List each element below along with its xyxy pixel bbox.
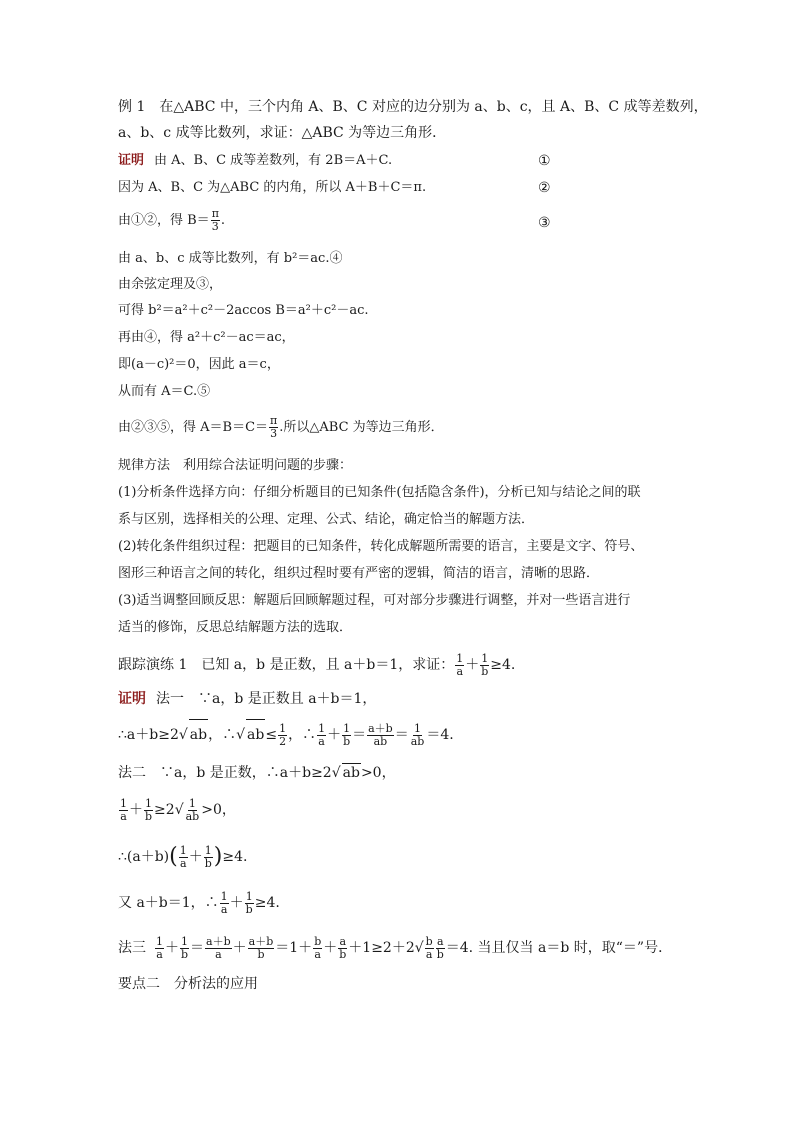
proof-line-6: 可得 b²＝a²＋c²－2accos B＝a²＋c²－ac. [118,303,369,318]
proof-label: 证明 [118,153,145,168]
proof-line-4: 由 a、b、c 成等比数列，有 b²＝ac.④ [118,251,343,266]
fraction-b-a: $\frac{b}{a}$ [314,934,322,961]
proof-line-2: 因为 A、B、C 为△ABC 的内角，所以 A＋B＋C＝π. [118,180,427,195]
sqrt-icon: √ [331,765,341,781]
method-p2a: (2)转化条件组织过程：把题目的已知条件，转化成解题所需要的语言，主要是文字、符号、 [118,539,644,554]
solution-label: 证明 [118,691,146,707]
sqrt-icon: √ [236,727,246,743]
method-p1b: 系与区别，选择相关的公理、定理、公式、结论，确定恰当的解题方法． [118,512,535,527]
proof-line-10: 由②③⑤，得 A＝B＝C＝ $\frac{\pi}{3}$ .所以△ABC 为等边三角形． [118,414,444,440]
marker-3: ③ [538,215,551,231]
fraction-sum-over-b: $\frac{a+b}{b}$ [248,934,274,961]
fraction-sum-over-ab: $\frac{a+b}{ab}$ [368,721,393,748]
method-p1a: (1)分析条件选择方向：仔细分析题目的已知条件(包括隐含条件)，分析已知与结论之间的联 [118,485,641,500]
fraction-1-b: $\frac{1}{b}$ [181,934,189,961]
fraction-pi-3: $\frac{\pi}{3}$ [270,414,278,440]
fraction-sum-over-a: $\frac{a+b}{a}$ [206,934,231,961]
fraction-1-a: $\frac{1}{a}$ [318,721,326,748]
fraction-1-b: $\frac{1}{b}$ [145,796,153,823]
example-line-2: a、b、c 成等比数列，求证：△ABC 为等边三角形． [118,125,447,141]
fraction-1-a: $\frac{1}{a}$ [179,843,187,870]
fraction-1-a: $\frac{1}{a}$ [156,934,163,961]
method-p3a: (3)适当调整回顾反思：解题后回顾解题过程，可对部分步骤进行调整，并对一些语言进行 [118,593,631,608]
solution-method-2-head: 法二 ∵a，b 是正数，∴a＋b≥2√ ab>0， [118,765,396,781]
solution-line-1: 证明 法一 ∵a，b 是正数且 a＋b＝1， [118,691,377,707]
fraction-1-a: $\frac{1}{a}$ [220,889,228,916]
fraction-1-2: $\frac{1}{2}$ [279,721,287,748]
fraction-1-ab: $\frac{1}{ab}$ [185,796,200,823]
fraction-1-a: $\frac{1}{a}$ [120,796,127,823]
section-title: 要点二 分析法的应用 [118,976,258,992]
fraction-1-ab: $\frac{1}{ab}$ [410,721,425,748]
proof-line-9: 从而有 A＝C.⑤ [118,384,211,399]
method-p3b: 适当的修饰，反思总结解题方法的选取． [118,620,353,635]
practice-statement: 跟踪演练 1 已知 a，b 是正数，且 a＋b＝1，求证： $\frac{1}{a}$ ＋ $\frac{1}{b}$ ≥4. [118,651,516,678]
fraction-1-b: $\frac{1}{b}$ [343,721,351,748]
proof-text-3: 由①②，得 B＝ [118,213,210,228]
fraction-pi-3: $\frac{\pi}{3}$ [211,207,219,233]
fraction-b-a: $\frac{b}{a}$ [425,934,433,961]
sqrt-icon: √ [178,727,188,743]
marker-1: ① [538,153,551,169]
marker-2: ② [538,180,551,196]
sqrt-icon: √ [414,940,424,956]
solution-method-2-line-4: 又 a＋b＝1，∴ $\frac{1}{a}$ ＋ $\frac{1}{b}$ ≥4. [118,889,280,916]
solution-method-3: 法三 $\frac{1}{a}$ ＋ $\frac{1}{b}$ ＝ $\frac{a+b}{a}$ ＋ $\frac{a+b}{b}$ ＝1＋ $\frac{b}{a}$ ＋ $\frac{a}{b}$ ＋1≥2＋2√ $\frac{b}{a}$ $\frac{a}{b}$ ＝4. 当且仅当 a＝b 时，取“＝”号． [118,934,673,961]
fraction-a-b: $\frac{a}{b}$ [339,934,347,961]
example-line-1: 例 1 在△ABC 中，三个内角 A、B、C 对应的边分别为 a、b、c，且 A、B、C 成等差数列， [118,99,708,115]
fraction-1-a: $\frac{1}{a}$ [456,651,464,678]
sqrt-icon: √ [174,802,184,818]
proof-text-1: 由 A、B、C 成等差数列，有 2B＝A＋C. [154,153,393,168]
method-p2b: 图形三种语言之间的转化，组织过程时要有严密的逻辑，简洁的语言，清晰的思路． [118,566,600,581]
fraction-1-b: $\frac{1}{b}$ [481,651,489,678]
method-title: 规律方法 利用综合法证明问题的步骤： [118,458,353,473]
solution-line-2: ∴a＋b≥2√ ab，∴√ ab≤ $\frac{1}{2}$ ，∴ $\frac{1}{a}$ ＋ $\frac{1}{b}$ ＝ $\frac{a+b}{ab}$ ＝ $\frac{1}{ab}$ ＝4. [118,719,454,750]
fraction-1-b: $\frac{1}{b}$ [245,889,253,916]
proof-line-5: 由余弦定理及③， [118,277,223,292]
fraction-a-b: $\frac{a}{b}$ [436,934,444,961]
proof-line-1 [118,152,392,170]
solution-method-2-line-2: $\frac{1}{a}$ ＋ $\frac{1}{b}$ ≥2√ $\frac{1}{ab}$ >0， [120,796,236,823]
proof-line-8: 即(a－c)²＝0，因此 a＝c， [118,357,280,372]
solution-method-2-line-3: ∴(a＋b)( $\frac{1}{a}$ ＋ $\frac{1}{b}$ )≥4. [118,843,248,870]
fraction-1-b: $\frac{1}{b}$ [204,843,212,870]
proof-line-7: 再由④，得 a²＋c²－ac＝ac， [118,330,295,345]
proof-line-3: 由①②，得 B＝ $\frac{\pi}{3}$ . [118,207,226,233]
